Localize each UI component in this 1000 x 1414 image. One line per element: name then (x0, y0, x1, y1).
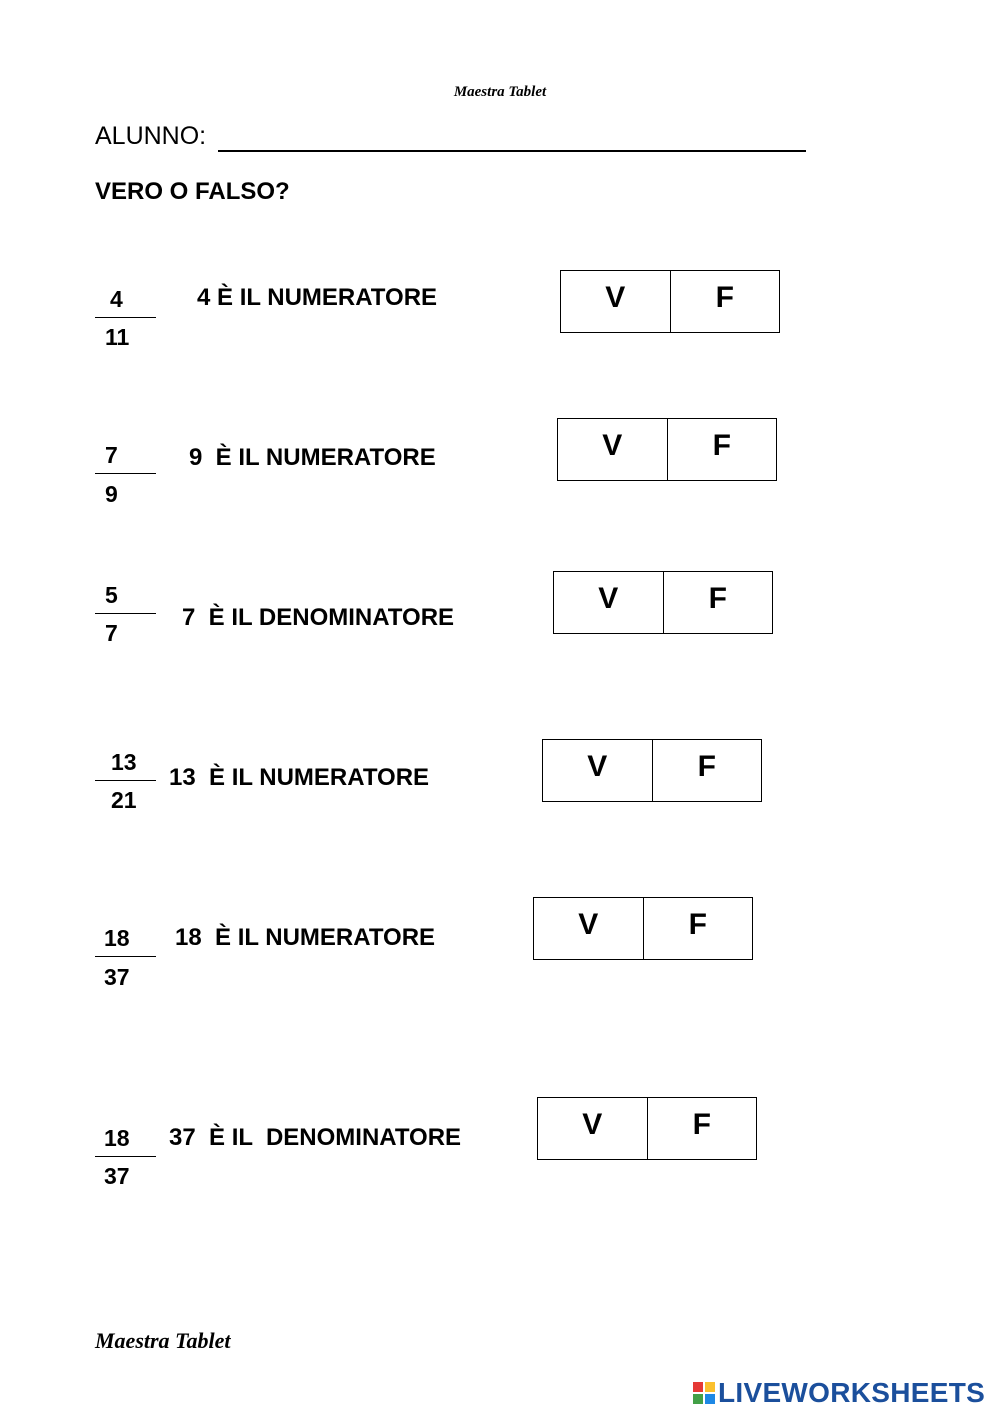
question-statement: 7 È IL DENOMINATORE (182, 604, 455, 631)
false-option[interactable]: F (663, 572, 773, 633)
logo-tile (693, 1382, 703, 1392)
liveworksheets-logo-icon (693, 1382, 715, 1404)
true-option[interactable]: V (605, 281, 626, 314)
true-option[interactable]: V (578, 908, 599, 941)
logo-tile (705, 1382, 715, 1392)
student-name-label: ALUNNO: (95, 122, 207, 150)
fraction-denominator: 9 (105, 481, 118, 507)
question-statement: 9 È IL NUMERATORE (189, 444, 436, 471)
fraction-denominator: 11 (105, 324, 130, 350)
true-option[interactable]: V (602, 429, 623, 462)
student-name-field[interactable] (218, 150, 806, 152)
header-brand: Maestra Tablet (453, 84, 547, 100)
footer-brand: Maestra Tablet (95, 1328, 231, 1353)
fraction-denominator: 21 (111, 787, 137, 813)
true-option[interactable]: V (587, 750, 608, 783)
true-option[interactable]: V (598, 582, 619, 615)
false-option[interactable]: F (670, 271, 780, 332)
true-false-box (537, 1097, 757, 1160)
logo-tile (705, 1394, 715, 1404)
false-option[interactable]: F (652, 740, 762, 801)
false-option[interactable]: F (667, 419, 777, 480)
question-statement: 18 È IL NUMERATORE (175, 924, 436, 951)
fraction-denominator: 7 (105, 620, 118, 646)
fraction-denominator: 37 (104, 964, 130, 990)
true-option[interactable]: V (582, 1108, 603, 1141)
false-option[interactable]: F (647, 1098, 757, 1159)
fraction-bar (95, 1156, 156, 1157)
question-statement: 37 È IL DENOMINATORE (169, 1124, 462, 1151)
question-statement: 4 È IL NUMERATORE (197, 284, 438, 311)
fraction-bar (95, 780, 156, 781)
fraction-numerator: 7 (105, 442, 118, 468)
fraction-numerator: 5 (105, 582, 118, 608)
true-false-box (553, 571, 773, 634)
false-option[interactable]: F (643, 898, 753, 959)
fraction-numerator: 18 (104, 1125, 130, 1151)
liveworksheets-logo[interactable] (693, 1377, 985, 1409)
true-false-box (560, 270, 780, 333)
fraction-bar (95, 613, 156, 614)
true-false-box (557, 418, 777, 481)
fraction-bar (95, 956, 156, 957)
question-statement: 13 È IL NUMERATORE (169, 764, 430, 791)
fraction-bar (95, 473, 156, 474)
worksheet-title: VERO O FALSO? (95, 178, 290, 205)
fraction-bar (95, 317, 156, 318)
fraction-numerator: 18 (104, 925, 130, 951)
fraction-denominator: 37 (104, 1163, 130, 1189)
logo-tile (693, 1394, 703, 1404)
true-false-box (533, 897, 753, 960)
true-false-box (542, 739, 762, 802)
liveworksheets-logo-text: LIVEWORKSHEETS (718, 1377, 986, 1408)
fraction-numerator: 13 (111, 749, 137, 775)
fraction-numerator: 4 (110, 286, 123, 312)
